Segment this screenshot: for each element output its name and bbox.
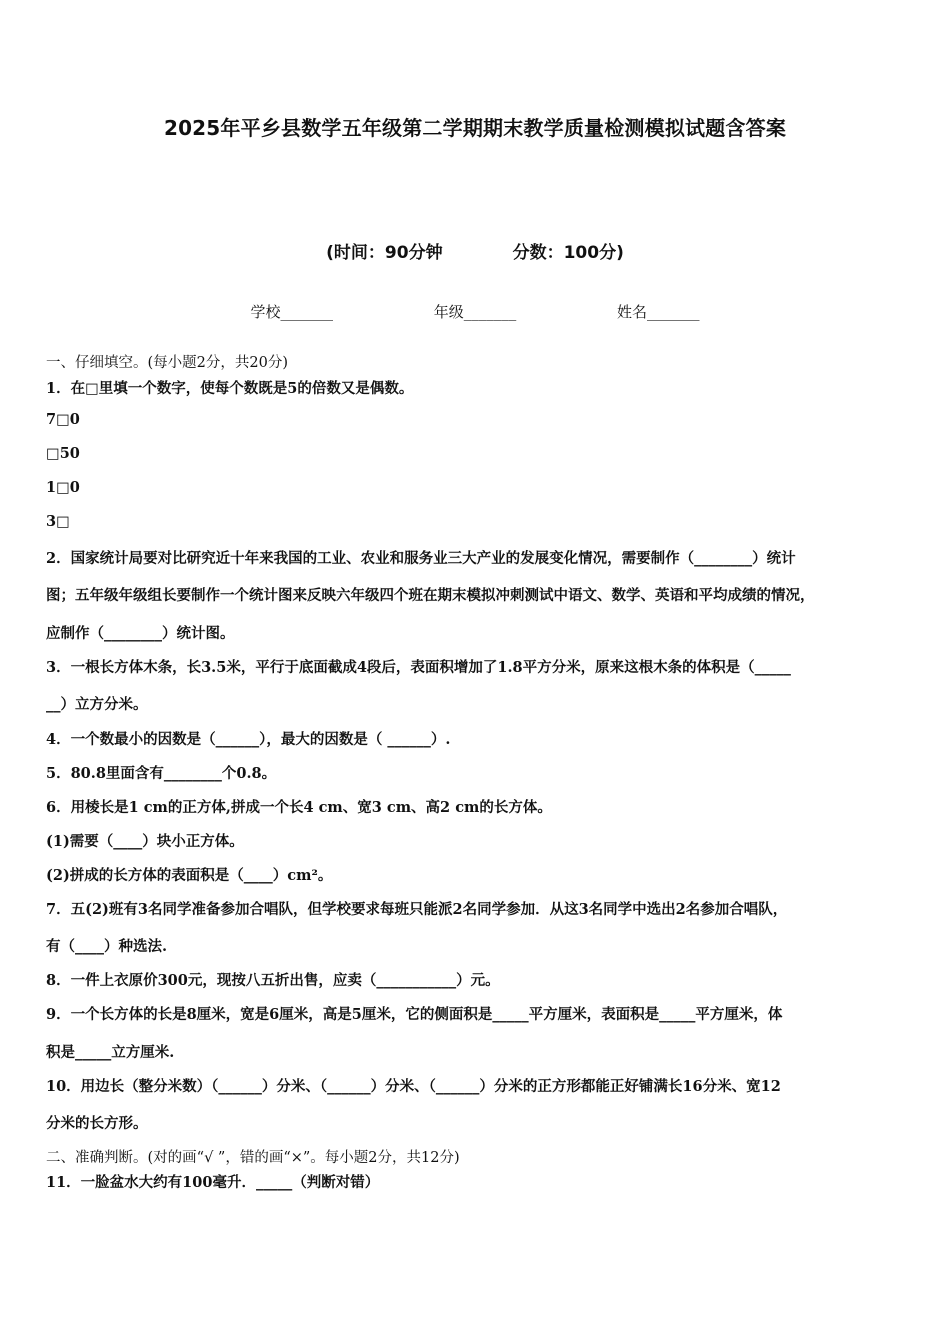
grade-field: 年级_______ xyxy=(433,303,517,321)
question-7-line-1: 7．五(2)班有3名同学准备参加合唱队，但学校要求每班只能派2名同学参加．从这3名同学中选出2名参加合唱队， xyxy=(46,901,788,918)
question-10-line-2: 分米的长方形。 xyxy=(46,1115,148,1132)
q1-item-3: 1□0 xyxy=(46,479,80,496)
question-6-line-1: 6．用棱长是1 cm的正方体,拼成一个长4 cm、宽3 cm、高2 cm的长方体。 xyxy=(46,799,552,816)
exam-score: 分数：100分) xyxy=(512,243,624,263)
q1-item-4: 3□ xyxy=(46,513,70,530)
question-5: 5．80.8里面含有________个0.8。 xyxy=(46,765,277,782)
student-info xyxy=(0,301,950,322)
school-field: 学校_______ xyxy=(250,303,333,321)
name-field: 姓名_______ xyxy=(617,303,700,321)
question-9-line-2: 积是_____立方厘米. xyxy=(46,1044,175,1061)
q1-item-2: □50 xyxy=(46,445,80,462)
q1-item-1: 7□0 xyxy=(46,411,80,428)
question-3-line-2: __）立方分米。 xyxy=(46,696,148,713)
exam-time: (时间：90分钟 xyxy=(326,243,443,263)
page-title: 2025年平乡县数学五年级第二学期期末教学质量检测模拟试题含答案 xyxy=(163,116,787,140)
question-10-line-1: 10．用边长（整分米数）（______）分米、（______）分米、（______）分米的正方形都能正好铺满长16分米、宽12 xyxy=(46,1078,781,1095)
question-9-line-1: 9．一个长方体的长是8厘米，宽是6厘米，高是5厘米，它的侧面积是_____平方厘米，表面积是_____平方厘米，体 xyxy=(46,1006,783,1023)
section2-heading: 二、准确判断。(对的画“√ ”，错的画“×”。每小题2分，共12分) xyxy=(46,1150,460,1166)
question-2-line-3: 应制作（________）统计图。 xyxy=(46,625,235,642)
question-11: 11．一脸盆水大约有100毫升．_____（判断对错） xyxy=(46,1174,380,1191)
question-2-line-2: 图；五年级年级组长要制作一个统计图来反映六年级四个班在期末模拟冲刺测试中语文、数学、英语和平均成绩的情况， xyxy=(46,587,815,604)
question-8: 8．一件上衣原价300元，现按八五折出售，应卖（___________）元。 xyxy=(46,972,500,989)
section1-heading: 一、仔细填空。(每小题2分，共20分) xyxy=(46,355,288,371)
question-6-line-3: (2)拼成的长方体的表面积是（____）cm²。 xyxy=(46,867,333,884)
question-3-line-1: 3．一根长方体木条，长3.5米，平行于底面截成4段后，表面积增加了1.8平方分米，原来这根木条的体积是（_____ xyxy=(46,659,791,676)
question-4: 4．一个数最小的因数是（______），最大的因数是（ ______）. xyxy=(46,731,451,748)
question-6-line-2: (1)需要（____）块小正方体。 xyxy=(46,833,244,850)
question-7-line-2: 有（____）种选法. xyxy=(46,938,168,955)
question-2-line-1: 2．国家统计局要对比研究近十年来我国的工业、农业和服务业三大产业的发展变化情况，需要制作（________）统计 xyxy=(46,550,796,567)
exam-info xyxy=(0,238,950,263)
question-1: 1．在□里填一个数字，使每个数既是5的倍数又是偶数。 xyxy=(46,380,414,397)
